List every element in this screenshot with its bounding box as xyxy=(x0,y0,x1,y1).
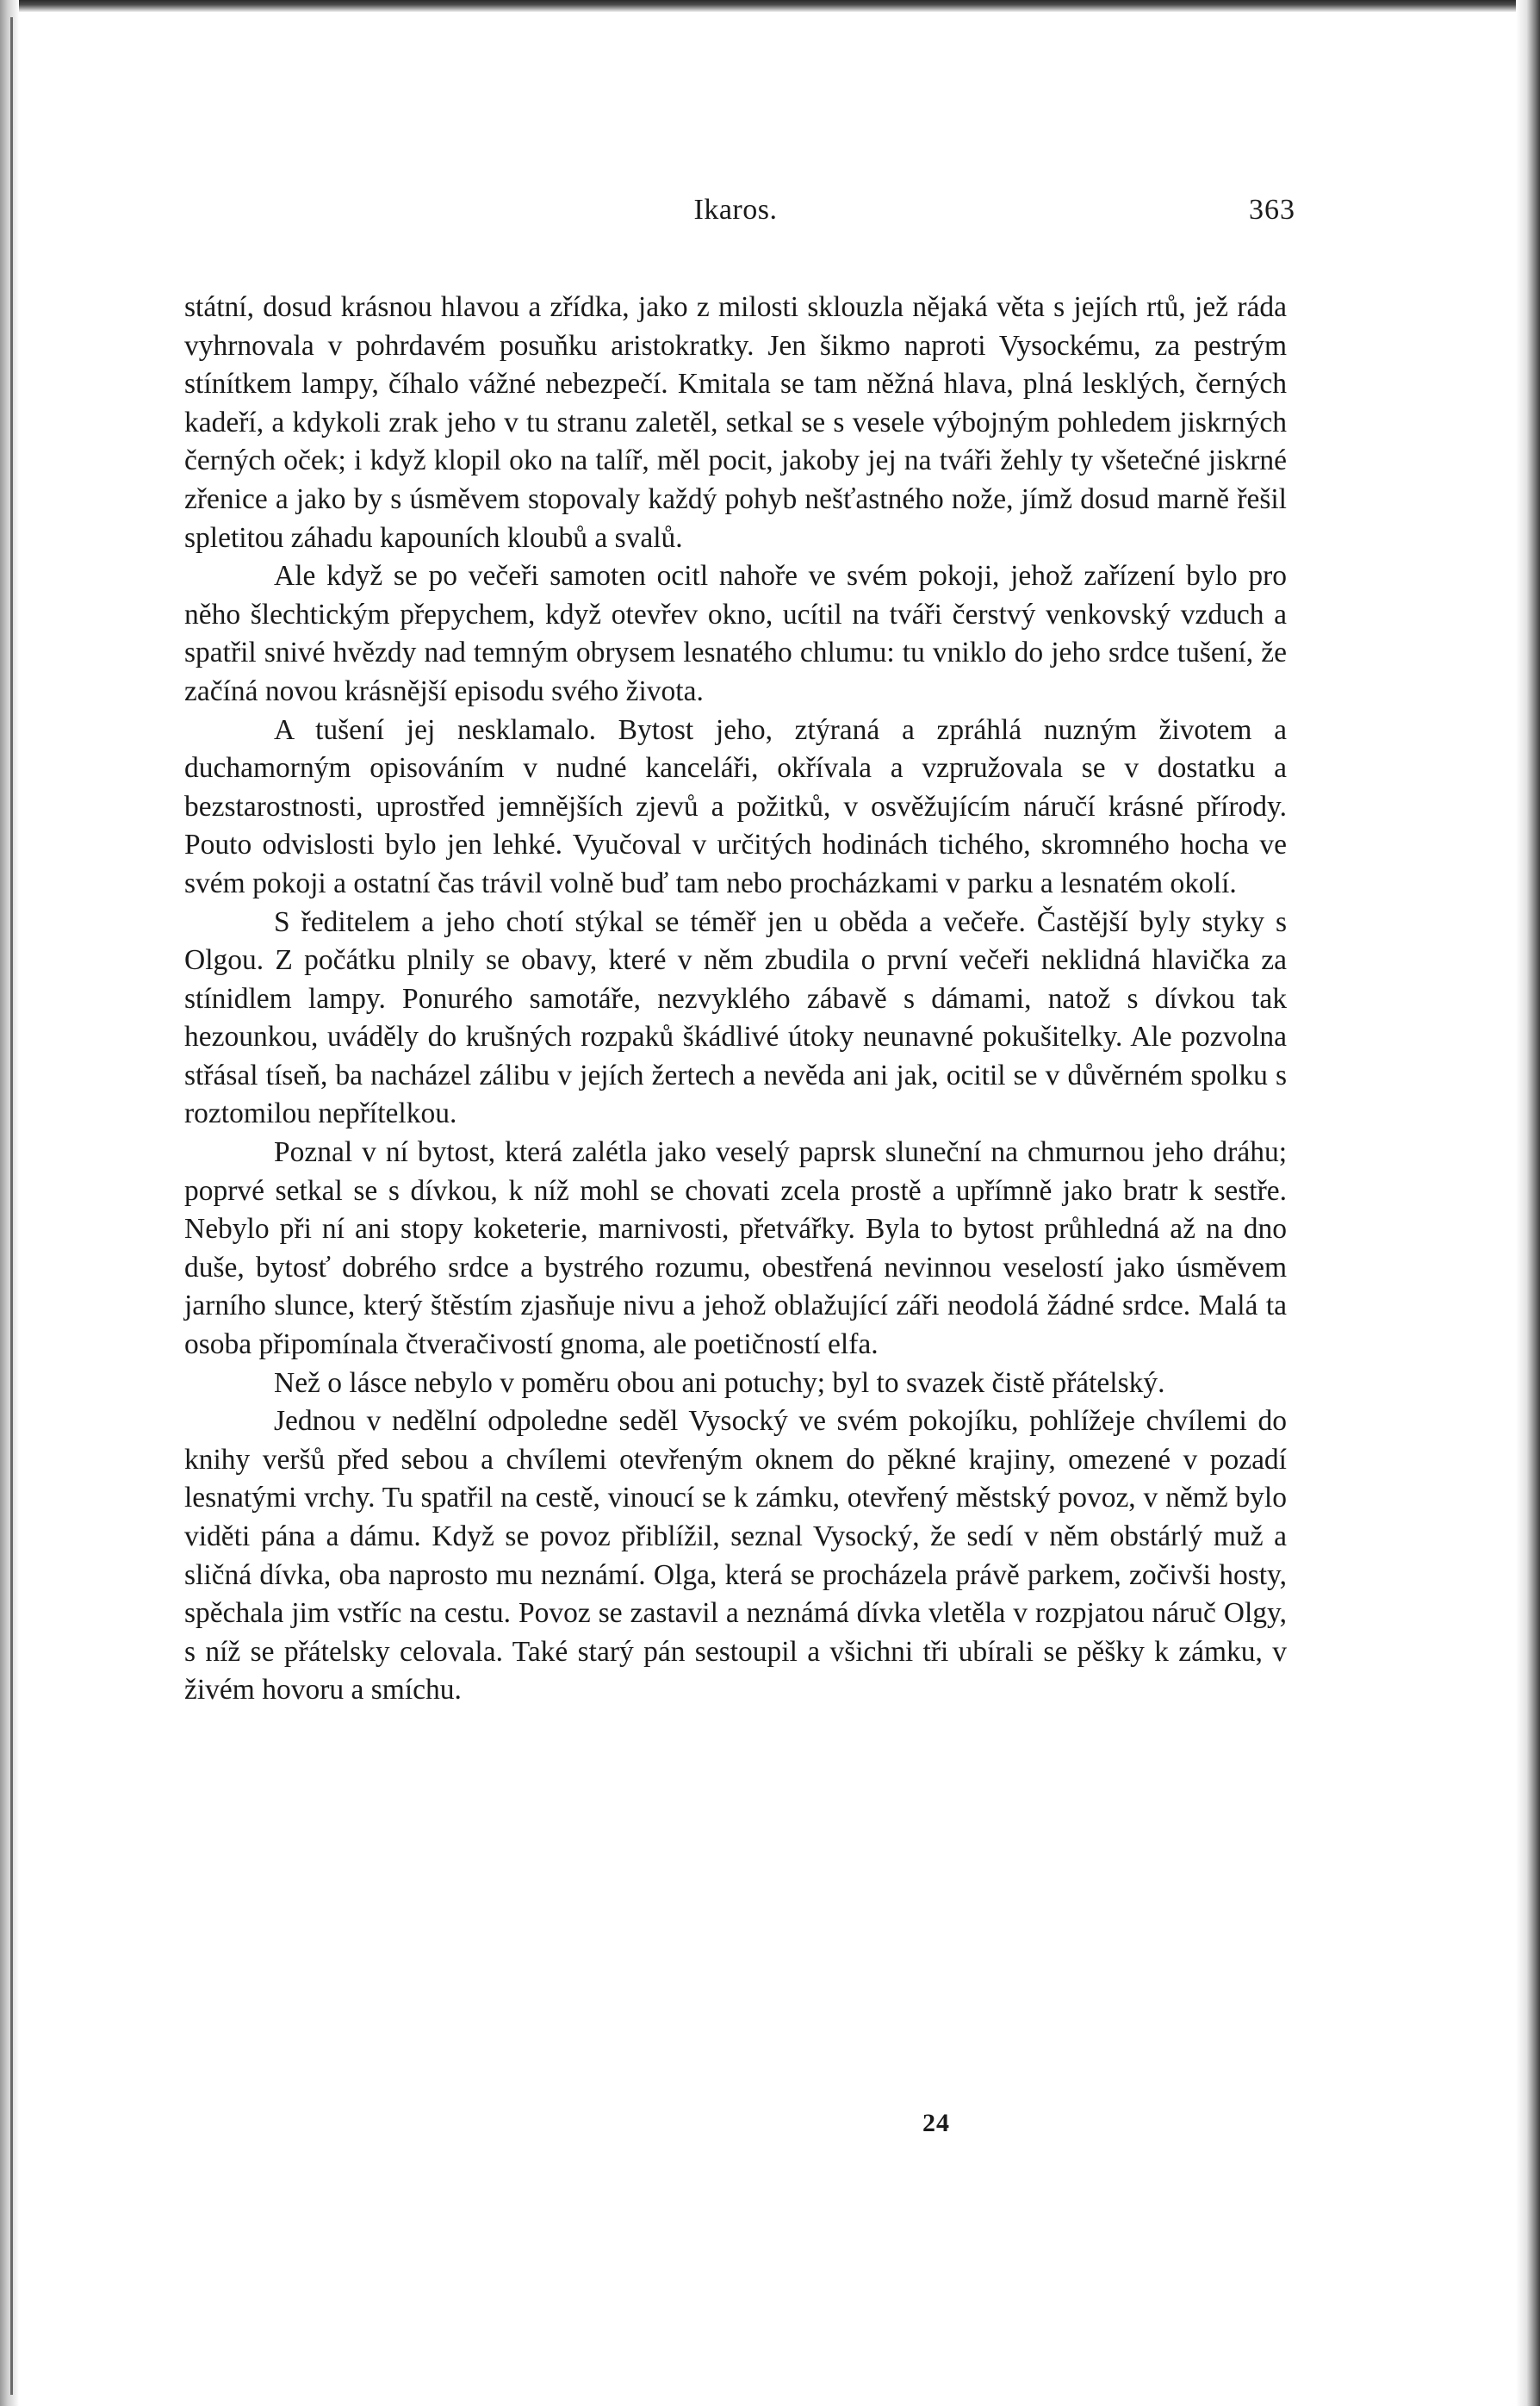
paragraph: Jednou v nedělní odpoledne seděl Vysocký ve svém pokojíku, pohlížeje chvílemi do knihy veršů před sebou a chvílemi otevřeným oknem do pěkné krajiny, omezené v pozadí lesnatými vrchy. Tu spatřil na cestě, vinoucí se k zámku, otevřený městský povoz, v němž bylo viděti pána a dámu. Když se povoz přiblížil, seznal Vysocký, že sedí v něm obstárlý muž a sličná dívka, oba naprosto mu neznámí. Olga, která se procházela právě parkem, zočivši hosty, spěchala jim vstříc na cestu. Povoz se zastavil a neznámá dívka vletěla v rozpjatou náruč Olgy, s níž se přátelsky celovala. Také starý pán sestoupil a všichni tři ubírali se pěšky k zámku, v živém hovoru a smíchu. xyxy=(184,1405,1287,1707)
paragraph-continuation: státní, dosud krásnou hlavou a zřídka, jako z milosti sklouzla nějaká věta s jejích rtů, jež ráda vyhrnovala v pohrdavém posuňku aristokratky. Jen šikmo naproti Vysockému, za pestrým stínítkem lampy, číhalo vážné nebezpečí. Kmitala se tam něžná hlava, plná lesklých, černých kadeří, a kdykoli zrak jeho v tu stranu zaletěl, setkal se s vesele výbojným pohledem jiskrných černých oček; i když klopil oko na talíř, měl pocit, jakoby jej na tváři žehly ty všetečné jiskrné zřenice a jako by s úsměvem stopovaly každý pohyb nešťastného nože, jímž dosud marně řešil spletitou záhadu kapouních kloubů a svalů. xyxy=(184,291,1287,554)
paragraph: Ale když se po večeři samoten ocitl nahoře ve svém pokoji, jehož zařízení bylo pro něho šlechtickým přepychem, když otevřev okno, ucítil na tváři čerstvý venkovský vzduch a spatřil snivé hvězdy nad temným obrysem lesnatého chlumu: tu vniklo do jeho srdce tušení, že začíná novou krásnější episodu svého života. xyxy=(184,560,1287,707)
scan-edge-top xyxy=(0,0,1540,12)
signature-mark: 24 xyxy=(922,2109,950,2137)
body-text xyxy=(184,289,1287,1710)
paragraph: S ředitelem a jeho chotí stýkal se téměř jen u oběda a večeře. Častější byly styky s Olgou. Z počátku plnily se obavy, které v něm zbudila o první večeři neklidná hlavička za stínidlem lampy. Ponurého samotáře, nezvyklého zábavě s dámami, natož s dívkou tak hezounkou, uváděly do krušných rozpaků škádlivé útoky neunavné pokušitelky. Ale pozvolna střásal tíseň, ba nacházel zálibu v jejích žertech a nevěda ani jak, ocitil se v důvěrném spolku s roztomilou nepřítelkou. xyxy=(184,905,1287,1130)
paragraph: Než o lásce nebylo v poměru obou ani potuchy; byl to svazek čistě přátelský. xyxy=(274,1366,1165,1399)
book-page xyxy=(184,194,1295,1710)
paragraph: Poznal v ní bytost, která zalétla jako veselý paprsk sluneční na chmurnou jeho dráhu; poprvé setkal se s dívkou, k níž mohl se chovati zcela prostě a upřímně jako bratr k sestře. Nebylo při ní ani stopy koketerie, marnivosti, přetvářky. Byla to bytost průhledná až na dno duše, bytosť dobrého srdce a bystrého rozumu, obestřená nevinnou veselostí jako úsměvem jarního slunce, který štěstím zjasňuje nivu a jehož oblažující záři neodolá žádné srdce. Malá ta osoba připomínala čtveračivostí gnoma, ale poetičností elfa. xyxy=(184,1136,1287,1361)
running-title: Ikaros. xyxy=(693,194,778,226)
paragraph: A tušení jej nesklamalo. Bytost jeho, ztýraná a zpráhlá nuzným životem a duchamorným opisováním v nudné kanceláři, okřívala a vzpružovala se v dostatku a bezstarostnosti, uprostřed jemnějších zjevů a požitků, v osvěžujícím náručí krásné přírody. Pouto odvislosti bylo jen lehké. Vyučoval v určitých hodinách tichého, skromného hocha ve svém pokoji a ostatní čas trávil volně buď tam nebo procházkami v parku a lesnatém okolí. xyxy=(184,713,1287,899)
running-head xyxy=(184,194,1295,254)
scan-edge-left xyxy=(0,0,19,2406)
page-number: 363 xyxy=(1249,194,1295,226)
scan-edge-right xyxy=(1516,0,1540,2406)
scan-line-left xyxy=(10,17,13,2395)
